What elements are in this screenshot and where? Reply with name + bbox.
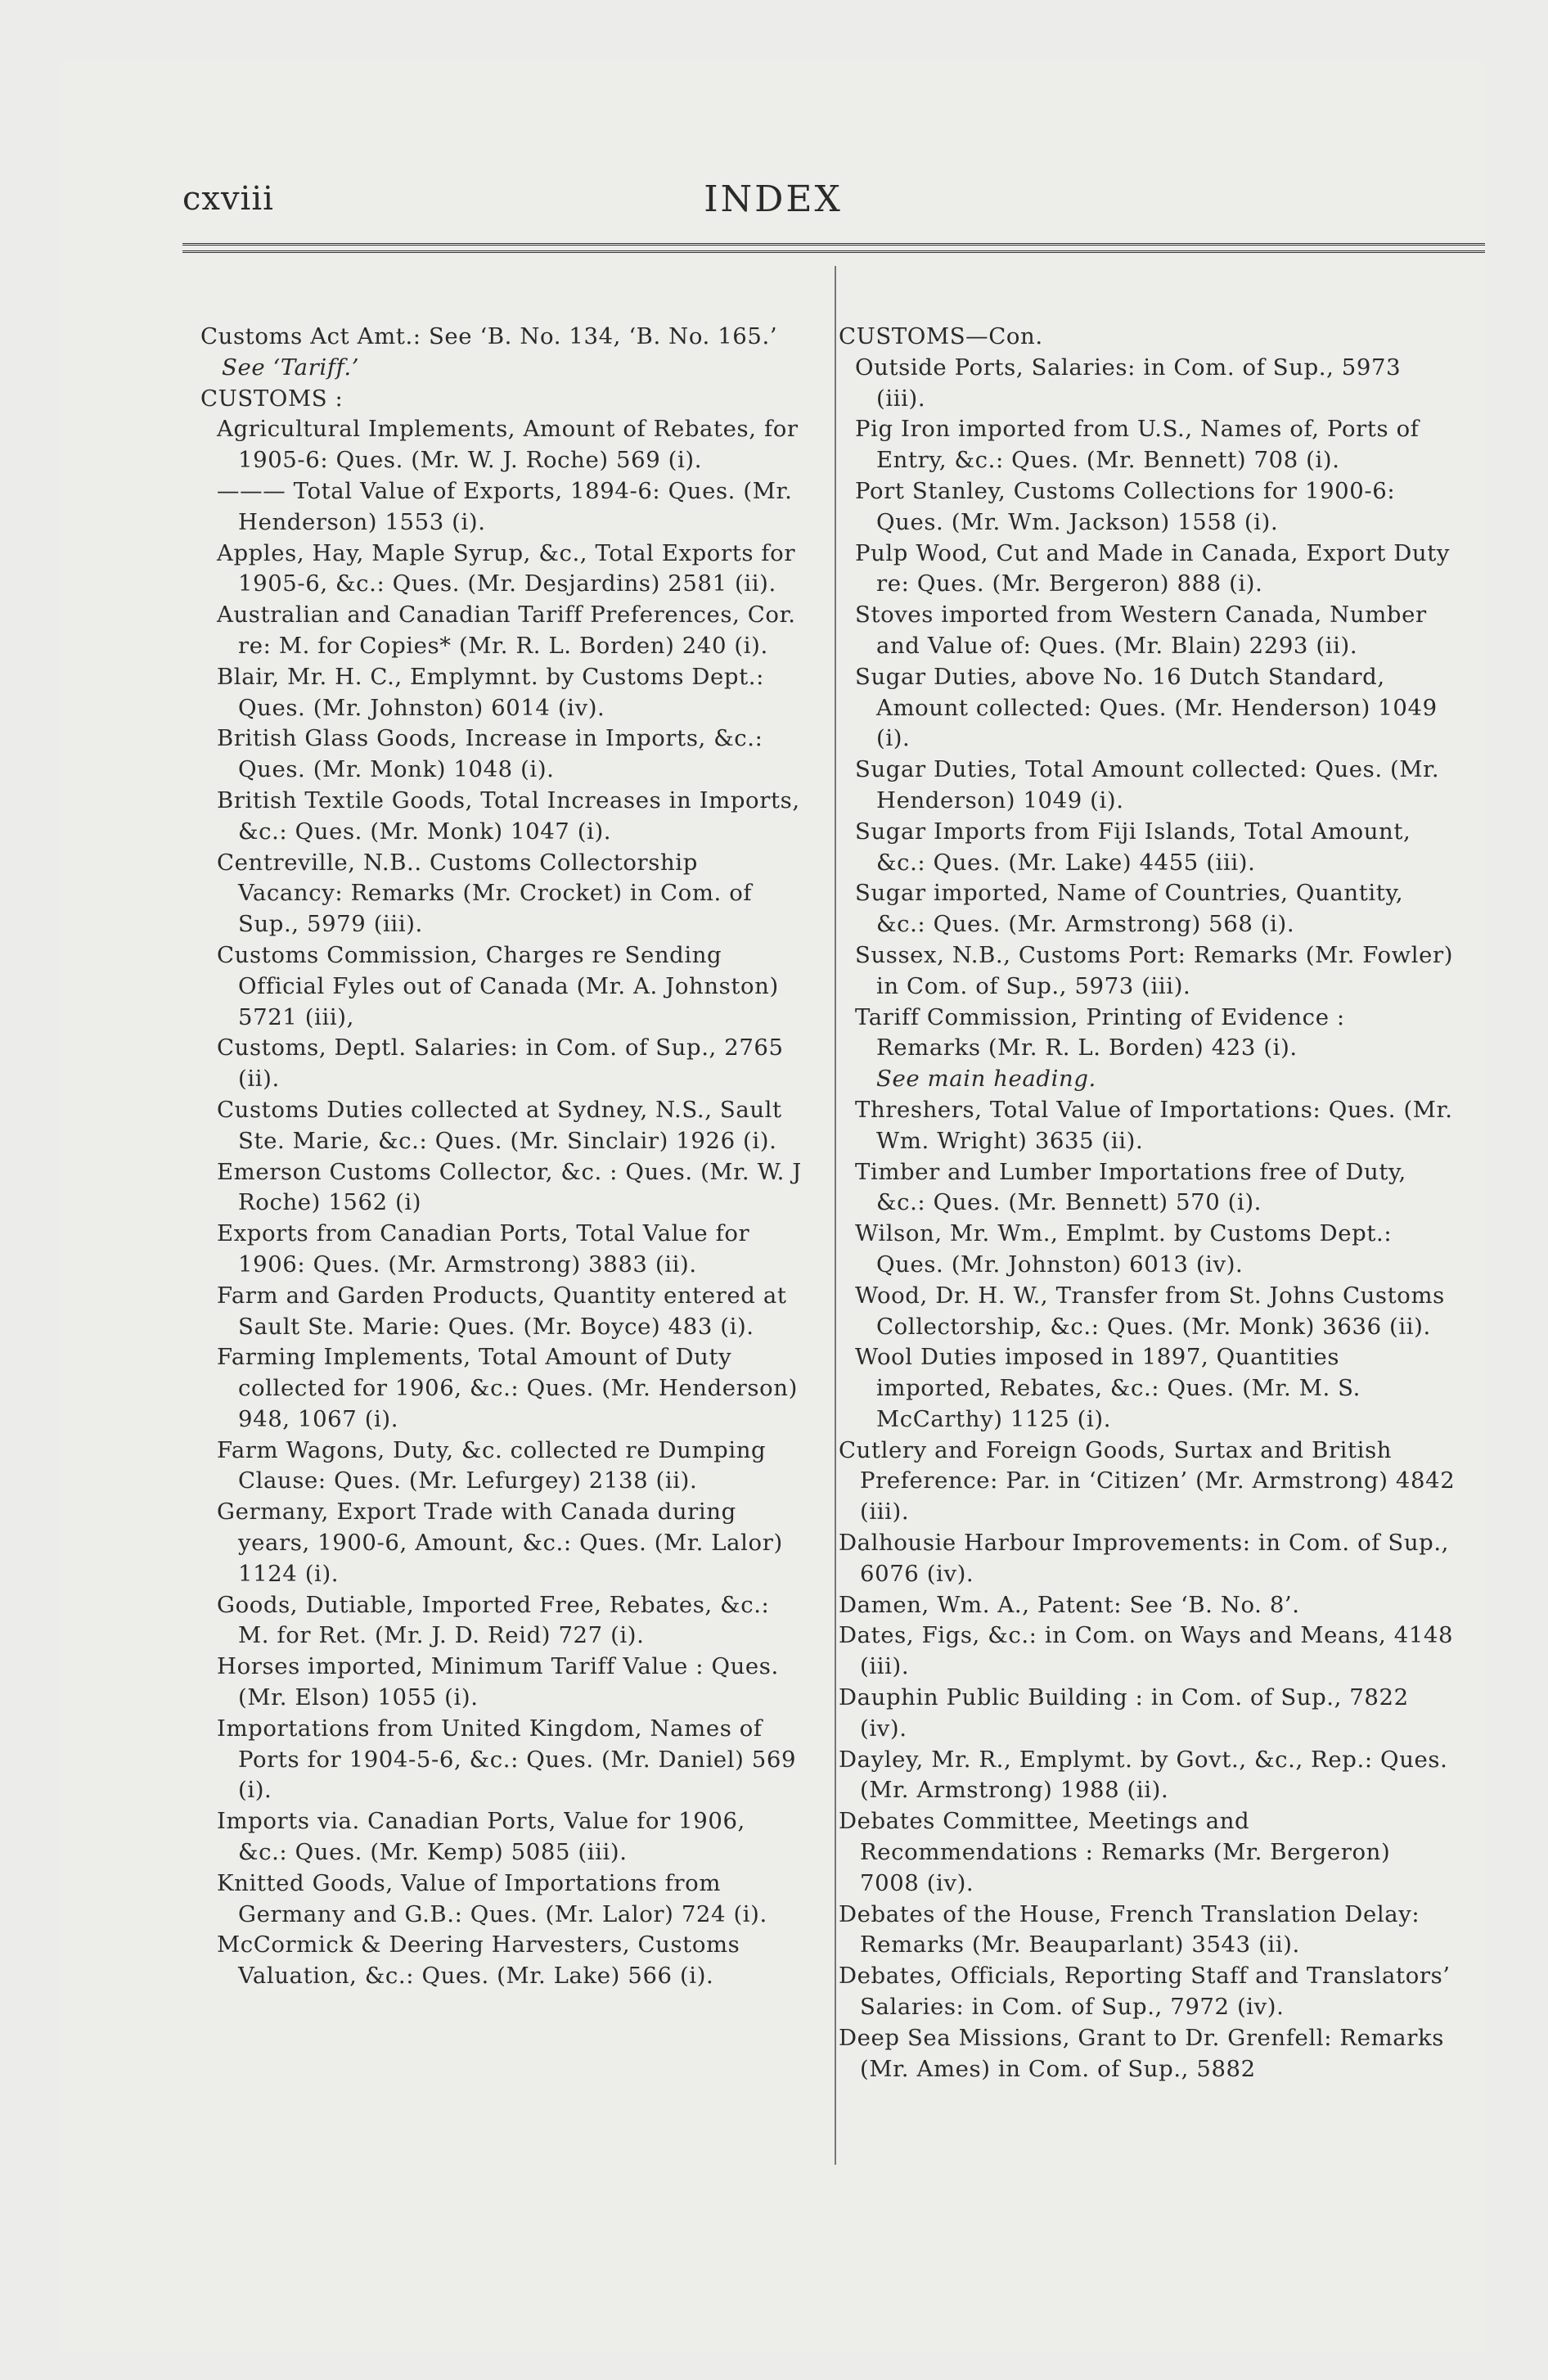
index-entry: Blair, Mr. H. C., Emplymnt. by Customs Dept.: Ques. (Mr. Johnston) 6014 (iv). <box>217 663 764 721</box>
index-entry: Centreville, N.B.. Customs Collectorship Vacancy: Remarks (Mr. Crocket) in Com. of Sup., 5979 (iii). <box>217 849 753 938</box>
index-entry: Sugar Duties, Total Amount collected: Ques. (Mr. Henderson) 1049 (i). <box>855 756 1440 814</box>
index-entry: Farm Wagons, Duty, &c. collected re Dumping Clause: Ques. (Mr. Lefurgey) 2138 (ii). <box>217 1436 767 1494</box>
index-entry: Pig Iron imported from U.S., Names of, Ports of Entry, &c.: Ques. (Mr. Bennett) 708 (i). <box>855 416 1420 474</box>
index-entry: Sugar Duties, above No. 16 Dutch Standard, Amount collected: Ques. (Mr. Henderson) 1049 (i). <box>855 663 1438 752</box>
index-entry: Horses imported, Minimum Tariff Value : Ques. (Mr. Elson) 1055 (i). <box>217 1653 779 1711</box>
index-entry: McCormick & Deering Harvesters, Customs Valuation, &c.: Ques. (Mr. Lake) 566 (i). <box>217 1931 740 1990</box>
index-heading: CUSTOMS : <box>200 385 344 412</box>
page-header <box>61 61 1485 258</box>
index-entry: Debates, Officials, Reporting Staff and Translators’ Salaries: in Com. of Sup., 7972 (iv). <box>839 1963 1451 2021</box>
index-entry: ——— Total Value of Exports, 1894-6: Ques. (Mr. Henderson) 1553 (i). <box>217 477 793 535</box>
index-entry: Customs Act Amt.: See ‘B. No. 134, ‘B. No. 165.’ <box>200 323 778 349</box>
index-entry: Farm and Garden Products, Quantity entered at Sault Ste. Marie: Ques. (Mr. Boyce) 483 (i). <box>217 1282 787 1340</box>
index-entry: Deep Sea Missions, Grant to Dr. Grenfell: Remarks (Mr. Ames) in Com. of Sup., 5882 <box>839 2024 1444 2082</box>
index-entry: British Glass Goods, Increase in Imports, &c.: Ques. (Mr. Monk) 1048 (i). <box>217 725 763 783</box>
index-entry: Sussex, N.B., Customs Port: Remarks (Mr. Fowler) in Com. of Sup., 5973 (iii). <box>855 941 1454 999</box>
index-entry: British Textile Goods, Total Increases in Imports, &c.: Ques. (Mr. Monk) 1047 (i). <box>217 787 800 845</box>
index-entry: See main heading. <box>876 1066 1096 1093</box>
index-entry: Emerson Customs Collector, &c. : Ques. (Mr. W. J Roche) 1562 (i) <box>217 1158 802 1216</box>
index-entry: Farming Implements, Total Amount of Duty collected for 1906, &c.: Ques. (Mr. Henderson) 948, 1067 (i). <box>217 1344 798 1432</box>
index-entry: Wool Duties imposed in 1897, Quantities imported, Rebates, &c.: Ques. (Mr. M. S. McCarthy) 1125 (i). <box>855 1344 1361 1432</box>
index-entry: Threshers, Total Value of Importations: Ques. (Mr. Wm. Wright) 3635 (ii). <box>855 1096 1453 1154</box>
index-entry: Exports from Canadian Ports, Total Value for 1906: Ques. (Mr. Armstrong) 3883 (ii). <box>217 1220 750 1278</box>
index-entry: Imports via. Canadian Ports, Value for 1906, &c.: Ques. (Mr. Kemp) 5085 (iii). <box>217 1808 745 1866</box>
index-entry: Debates of the House, French Translation Delay: Remarks (Mr. Beauparlant) 3543 (ii). <box>839 1900 1420 1959</box>
index-page <box>61 61 1485 2353</box>
page-number: cxviii <box>182 180 274 218</box>
index-entry: Tariff Commission, Printing of Evidence : Remarks (Mr. R. L. Borden) 423 (i). <box>855 1003 1345 1062</box>
index-entry: Port Stanley, Customs Collections for 1900-6: Ques. (Mr. Wm. Jackson) 1558 (i). <box>855 477 1396 535</box>
index-entry: Importations from United Kingdom, Names of Ports for 1904-5-6, &c.: Ques. (Mr. Daniel) 569 (i). <box>217 1715 797 1804</box>
left-column <box>200 322 802 1992</box>
column-divider <box>835 266 836 2165</box>
index-entry: Dayley, Mr. R., Emplymt. by Govt., &c., Rep.: Ques. (Mr. Armstrong) 1988 (ii). <box>839 1746 1448 1804</box>
index-entry: Stoves imported from Western Canada, Number and Value of: Ques. (Mr. Blain) 2293 (ii). <box>855 602 1427 659</box>
index-entry: Knitted Goods, Value of Importations from Germany and G.B.: Ques. (Mr. Lalor) 724 (i). <box>217 1869 767 1927</box>
index-entry: See ‘Tariff.’ <box>222 354 360 381</box>
header-rule <box>182 243 1485 253</box>
index-heading: CUSTOMS—Con. <box>839 323 1043 349</box>
index-entry: Customs Duties collected at Sydney, N.S., Sault Ste. Marie, &c.: Ques. (Mr. Sinclair) 1926 (i). <box>217 1096 782 1154</box>
index-entry: Damen, Wm. A., Patent: See ‘B. No. 8’. <box>839 1591 1300 1618</box>
index-entry: Customs, Deptl. Salaries: in Com. of Sup., 2765 (ii). <box>217 1034 784 1093</box>
index-entry: Dauphin Public Building : in Com. of Sup., 7822 (iv). <box>839 1684 1409 1742</box>
index-entry: Sugar Imports from Fiji Islands, Total Amount, &c.: Ques. (Mr. Lake) 4455 (iii). <box>855 818 1411 876</box>
index-entry: Germany, Export Trade with Canada during years, 1900-6, Amount, &c.: Ques. (Mr. Lalor) 1124 (i). <box>217 1499 783 1587</box>
index-entry: Wood, Dr. H. W., Transfer from St. Johns Customs Collectorship, &c.: Ques. (Mr. Monk) 3636 (ii). <box>855 1282 1445 1340</box>
index-entry: Timber and Lumber Importations free of Duty, &c.: Ques. (Mr. Bennett) 570 (i). <box>855 1158 1406 1216</box>
running-head: INDEX <box>704 178 843 220</box>
index-entry: Australian and Canadian Tariff Preferences, Cor. re: M. for Copies* (Mr. R. L. Borden) 240 (i). <box>217 602 796 659</box>
right-column <box>839 322 1456 2085</box>
index-entry: Pulp Wood, Cut and Made in Canada, Export Duty re: Ques. (Mr. Bergeron) 888 (i). <box>855 539 1451 597</box>
index-entry: Sugar imported, Name of Countries, Quantity, &c.: Ques. (Mr. Armstrong) 568 (i). <box>855 880 1404 938</box>
index-entry: Customs Commission, Charges re Sending Official Fyles out of Canada (Mr. A. Johnston) 5721 (iii), <box>217 941 779 1030</box>
index-entry: Agricultural Implements, Amount of Rebates, for 1905-6: Ques. (Mr. W. J. Roche) 569 (i). <box>217 416 799 474</box>
index-entry: Debates Committee, Meetings and Recommendations : Remarks (Mr. Bergeron) 7008 (iv). <box>839 1808 1391 1896</box>
index-entry: Cutlery and Foreign Goods, Surtax and British Preference: Par. in ‘Citizen’ (Mr. Armstrong) 4842 (iii). <box>839 1436 1456 1526</box>
index-entry: Goods, Dutiable, Imported Free, Rebates, &c.: M. for Ret. (Mr. J. D. Reid) 727 (i). <box>217 1591 770 1649</box>
index-entry: Outside Ports, Salaries: in Com. of Sup., 5973 (iii). <box>855 354 1402 412</box>
index-entry: Wilson, Mr. Wm., Emplmt. by Customs Dept.: Ques. (Mr. Johnston) 6013 (iv). <box>855 1220 1393 1278</box>
index-entry: Dalhousie Harbour Improvements: in Com. of Sup., 6076 (iv). <box>839 1530 1450 1587</box>
index-entry: Dates, Figs, &c.: in Com. on Ways and Means, 4148 (iii). <box>839 1622 1454 1680</box>
index-entry: Apples, Hay, Maple Syrup, &c., Total Exports for 1905-6, &c.: Ques. (Mr. Desjardins) 2581 (ii). <box>217 539 796 597</box>
